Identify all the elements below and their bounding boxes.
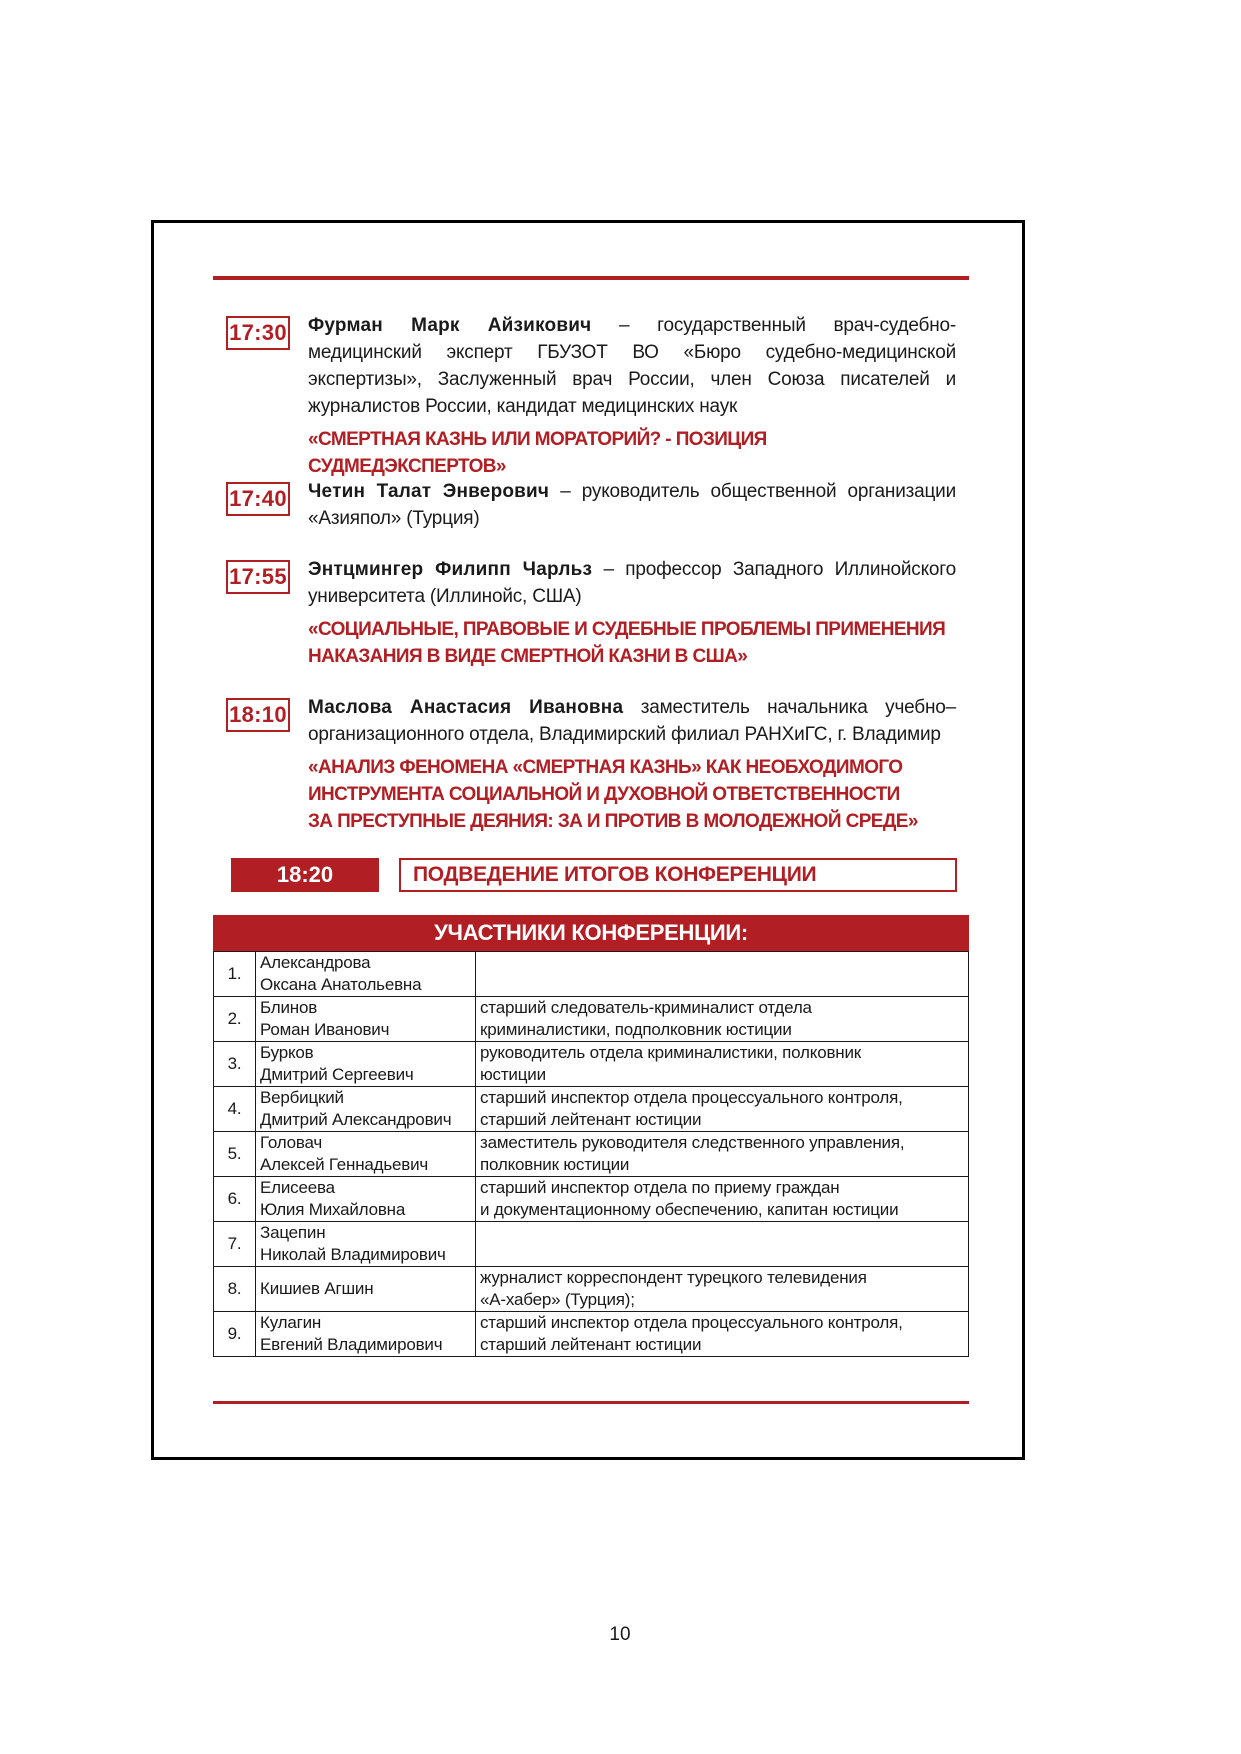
row-number: 2. [214,997,256,1042]
role-line: журналист корреспондент турецкого телевидения [480,1268,867,1287]
table-row [214,1312,969,1357]
page-number: 10 [609,1624,631,1645]
role-line: старший инспектор отдела процессуального контроля, [480,1088,903,1107]
participant-surname: Кулагин [260,1313,322,1332]
talk-topic [308,754,956,835]
participant-surname: Кишиев Агшин [260,1279,374,1298]
participants-table [213,951,969,1357]
row-number: 3. [214,1042,256,1087]
participant-surname: Вербицкий [260,1088,344,1107]
participant-given: Алексей Геннадьевич [260,1155,429,1174]
speaker-description [308,478,956,532]
closing-time: 18:20 [231,858,379,892]
role-line: старший инспектор отдела по приему граждан [480,1178,840,1197]
row-number: 9. [214,1312,256,1357]
role-line: и документационному обеспечению, капитан юстиции [480,1200,899,1219]
participant-name [256,1267,476,1312]
speaker-details: – государственный врач-судебно-медицинский эксперт ГБУЗОТ ВО «Бюро судебно-медицинской экспертизы», Заслуженный врач России, член Союза писателей и журналистов России, кандидат медицинских наук [308,315,956,417]
participant-role [476,997,969,1042]
participant-given: Евгений Владимирович [260,1335,443,1354]
topic-line: НАКАЗАНИЯ В ВИДЕ СМЕРТНОЙ КАЗНИ В США» [308,646,748,667]
participant-surname: Головач [260,1133,323,1152]
speaker-name: Маслова Анастасия Ивановна [308,697,624,718]
table-row [214,1222,969,1267]
speaker-details: – руководитель общественной организации «Азияпол» (Турция) [308,481,956,529]
session-body [308,478,956,532]
participant-given: Дмитрий Сергеевич [260,1065,414,1084]
participant-role [476,1312,969,1357]
participant-role [476,1177,969,1222]
row-number: 5. [214,1132,256,1177]
participant-given: Оксана Анатольевна [260,975,422,994]
participant-name [256,1042,476,1087]
role-line: криминалистики, подполковник юстиции [480,1020,792,1039]
participant-role [476,1132,969,1177]
participant-surname: Бурков [260,1043,314,1062]
topic-line: «СОЦИАЛЬНЫЕ, ПРАВОВЫЕ И СУДЕБНЫЕ ПРОБЛЕМЫ ПРИМЕНЕНИЯ [308,619,946,640]
role-line: старший лейтенант юстиции [480,1335,702,1354]
participant-given: Роман Иванович [260,1020,390,1039]
speaker-description [308,556,956,610]
top-divider [213,276,969,280]
role-line: юстиции [480,1065,546,1084]
topic-line: ЗА ПРЕСТУПНЫЕ ДЕЯНИЯ: ЗА И ПРОТИВ В МОЛОДЕЖНОЙ СРЕДЕ» [308,811,918,832]
table-row [214,997,969,1042]
participants-section [213,915,969,1357]
row-number: 6. [214,1177,256,1222]
speaker-details: – профессор Западного Иллинойского университета (Иллинойс, США) [308,559,956,607]
participant-role [476,1267,969,1312]
session-time: 18:10 [226,698,290,732]
session-body [308,556,956,670]
participant-name [256,952,476,997]
row-number: 7. [214,1222,256,1267]
participant-surname: Блинов [260,998,318,1017]
participant-name [256,1222,476,1267]
role-line: руководитель отдела криминалистики, полковник [480,1043,862,1062]
row-number: 1. [214,952,256,997]
role-line: «А-хабер» (Турция); [480,1290,635,1309]
role-line: полковник юстиции [480,1155,630,1174]
row-number: 4. [214,1087,256,1132]
role-line: старший инспектор отдела процессуального контроля, [480,1313,903,1332]
session-body [308,694,956,835]
participant-name [256,1177,476,1222]
participant-role [476,1087,969,1132]
table-row [214,1267,969,1312]
participant-surname: Александрова [260,953,371,972]
participant-surname: Зацепин [260,1223,326,1242]
row-number: 8. [214,1267,256,1312]
topic-line: «АНАЛИЗ ФЕНОМЕНА «СМЕРТНАЯ КАЗНЬ» КАК НЕОБХОДИМОГО [308,757,903,778]
participant-role [476,1222,969,1267]
session-body [308,312,956,480]
speaker-name: Четин Талат Энверович [308,481,550,502]
speaker-description [308,312,956,420]
participant-given: Дмитрий Александрович [260,1110,452,1129]
session-time: 17:55 [226,560,290,594]
participant-name [256,997,476,1042]
talk-topic [308,616,956,670]
participants-title: УЧАСТНИКИ КОНФЕРЕНЦИИ: [213,915,969,951]
participant-role [476,952,969,997]
table-row [214,1177,969,1222]
table-row [214,952,969,997]
participant-name [256,1087,476,1132]
participant-name [256,1312,476,1357]
talk-topic [308,426,956,480]
speaker-name: Энтцмингер Филипп Чарльз [308,559,593,580]
role-line: старший лейтенант юстиции [480,1110,702,1129]
session-time: 17:40 [226,482,290,516]
participant-given: Николай Владимирович [260,1245,446,1264]
participant-surname: Елисеева [260,1178,335,1197]
speaker-details: заместитель начальника учебно–организационного отдела, Владимирский филиал РАНХиГС, г. Владимир [308,697,957,745]
table-row [214,1042,969,1087]
session-time: 17:30 [226,316,290,350]
role-line: старший следователь-криминалист отдела [480,998,812,1017]
speaker-description [308,694,956,748]
topic-line: ИНСТРУМЕНТА СОЦИАЛЬНОЙ И ДУХОВНОЙ ОТВЕТСТВЕННОСТИ [308,784,900,805]
bottom-divider [213,1401,969,1404]
participant-role [476,1042,969,1087]
table-row [214,1087,969,1132]
participant-name [256,1132,476,1177]
table-row [214,1132,969,1177]
closing-title: ПОДВЕДЕНИЕ ИТОГОВ КОНФЕРЕНЦИИ [399,858,957,892]
speaker-name: Фурман Марк Айзикович [308,315,592,336]
topic-line: «СМЕРТНАЯ КАЗНЬ ИЛИ МОРАТОРИЙ? - ПОЗИЦИЯ СУДМЕДЭКСПЕРТОВ» [308,429,767,477]
role-line: заместитель руководителя следственного управления, [480,1133,905,1152]
participant-given: Юлия Михайловна [260,1200,406,1219]
